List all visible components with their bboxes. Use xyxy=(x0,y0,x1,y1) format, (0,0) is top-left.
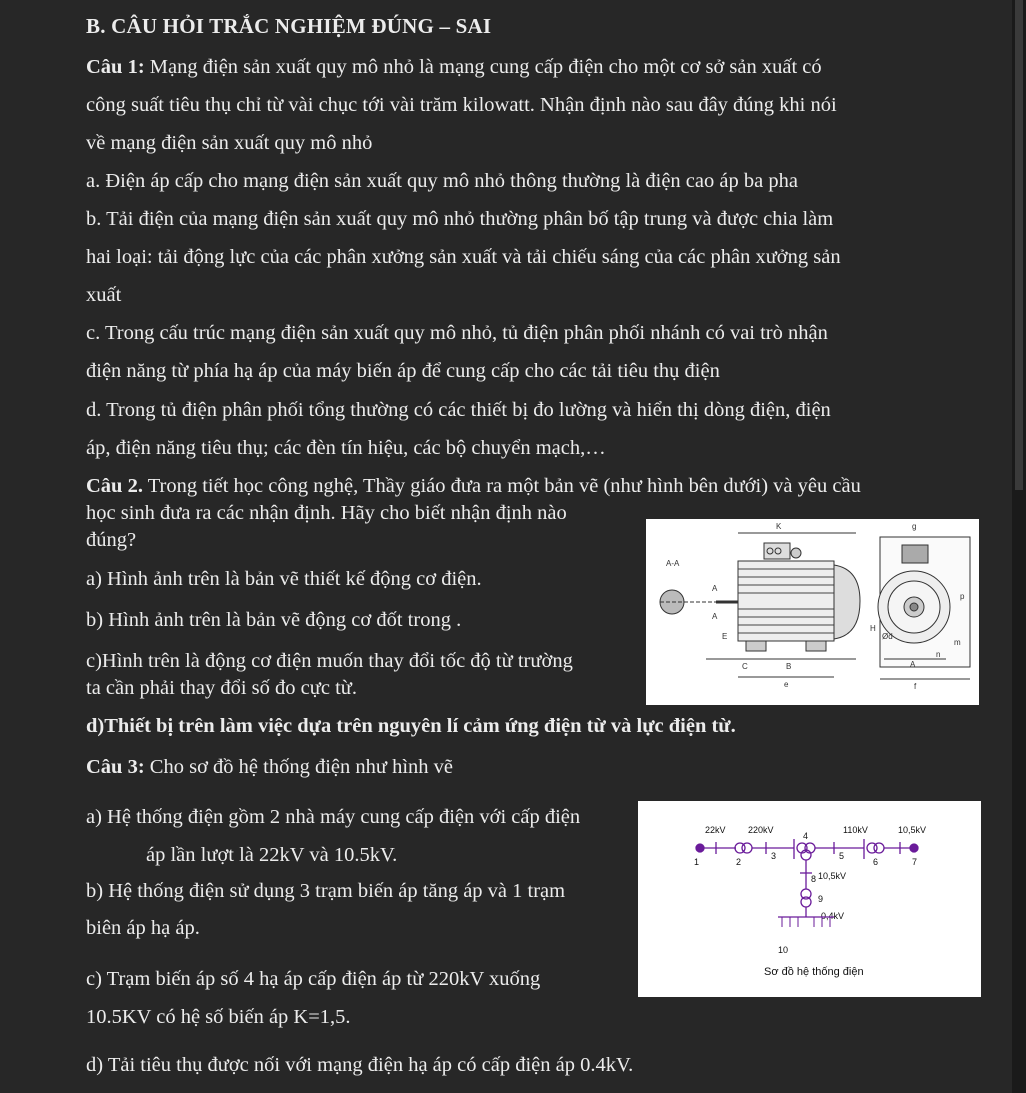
label-A-end: A xyxy=(910,660,916,669)
q1-option-d-cont: áp, điện năng tiêu thụ; các đèn tín hiệu, các bộ chuyển mạch,… xyxy=(86,437,606,459)
label-n: n xyxy=(936,650,941,659)
v-110kv: 110kV xyxy=(843,825,868,835)
label-e: e xyxy=(784,680,789,689)
node-3: 3 xyxy=(771,851,777,861)
q1-label: Câu 1: xyxy=(86,56,145,78)
node-2: 2 xyxy=(736,857,742,867)
q3-option-a-cont: áp lần lượt là 22kV và 10.5kV. xyxy=(146,844,398,866)
q1-option-a: a. Điện áp cấp cho mạng điện sản xuất quy mô nhỏ thông thường là điện cao áp ba pha xyxy=(86,170,798,192)
q1-option-b-end: xuất xyxy=(86,284,122,306)
label-m: m xyxy=(954,638,961,647)
label-H: H xyxy=(870,624,876,633)
q1-option-c-cont: điện năng từ phía hạ áp của máy biến áp để cung cấp cho các tải tiêu thụ điện xyxy=(86,360,720,382)
q2-label: Câu 2. xyxy=(86,475,143,497)
q3-option-d: d) Tải tiêu thụ được nối với mạng điện hạ áp có cấp điện áp 0.4kV. xyxy=(86,1054,634,1076)
label-Od: Ød xyxy=(882,632,893,641)
v-10-5kv-mid: 10,5kV xyxy=(818,871,847,881)
q3-option-c: c) Trạm biến áp số 4 hạ áp cấp điện áp từ 220kV xuống xyxy=(86,968,541,990)
q2-option-a: a) Hình ảnh trên là bản vẽ thiết kế động cơ điện. xyxy=(86,568,482,590)
q3-option-c-cont: 10.5KV có hệ số biến áp K=1,5. xyxy=(86,1006,351,1028)
node-5: 5 xyxy=(839,851,845,861)
q3-option-b-cont: biên áp hạ áp. xyxy=(86,917,200,939)
v-22kv: 22kV xyxy=(705,825,726,835)
node-10: 10 xyxy=(778,945,789,955)
label-A-A: A-A xyxy=(666,559,680,568)
q2-line-2: học sinh đưa ra các nhận định. Hãy cho biết nhận định nào xyxy=(86,502,567,524)
v-10-5kv-right: 10,5kV xyxy=(898,825,927,835)
label-f: f xyxy=(914,682,917,691)
label-A-top: A xyxy=(712,584,718,593)
q1-option-b: b. Tải điện của mạng điện sản xuất quy mô nhỏ thường phân bố tập trung và được chia làm xyxy=(86,208,834,230)
q1-option-c: c. Trong cấu trúc mạng điện sản xuất quy mô nhỏ, tủ điện phân phối nhánh có vai trò nhận xyxy=(86,322,828,344)
q3-line-1: Câu 3: Cho sơ đồ hệ thống điện như hình vẽ xyxy=(86,756,454,778)
q1-option-d: d. Trong tủ điện phân phối tổng thường có các thiết bị đo lường và hiển thị dòng điện, điện xyxy=(86,399,831,421)
q2-line-3: đúng? xyxy=(86,529,137,551)
q2-option-c: c)Hình trên là động cơ điện muốn thay đổi tốc độ từ trường xyxy=(86,650,573,672)
section-heading: B. CÂU HỎI TRẮC NGHIỆM ĐÚNG – SAI xyxy=(86,14,492,38)
q3-option-a: a) Hệ thống điện gồm 2 nhà máy cung cấp điện với cấp điện xyxy=(86,806,581,828)
v-04kv: 0,4kV xyxy=(821,911,845,921)
node-7: 7 xyxy=(912,857,918,867)
label-B: B xyxy=(786,662,792,671)
q1-line-2: công suất tiêu thụ chỉ từ vài chục tới vài trăm kilowatt. Nhận định nào sau đây đúng khi nói xyxy=(86,94,837,116)
label-p: p xyxy=(960,592,965,601)
label-g: g xyxy=(912,522,917,531)
scrollbar[interactable] xyxy=(1012,0,1026,1093)
power-system-diagram xyxy=(638,801,981,997)
label-K: K xyxy=(776,522,782,531)
scrollbar-thumb[interactable] xyxy=(1015,0,1023,490)
q2-option-b: b) Hình ảnh trên là bản vẽ động cơ đốt trong . xyxy=(86,609,462,631)
q1-line-3: về mạng điện sản xuất quy mô nhỏ xyxy=(86,132,373,154)
node-4: 4 xyxy=(803,831,809,841)
node-1: 1 xyxy=(694,857,700,867)
q3-option-b: b) Hệ thống điện sử dụng 3 trạm biến áp tăng áp và 1 trạm xyxy=(86,880,566,902)
q2-option-d: d)Thiết bị trên làm việc dựa trên nguyên lí cảm ứng điện từ và lực điện từ. xyxy=(86,715,736,737)
motor-drawing xyxy=(646,519,979,705)
node-8: 8 xyxy=(811,874,817,884)
q2-line-1: Câu 2. Trong tiết học công nghệ, Thầy giáo đưa ra một bản vẽ (như hình bên dưới) và yêu cầu xyxy=(86,475,861,497)
node-9: 9 xyxy=(818,894,824,904)
diagram-caption: Sơ đồ hệ thống điện xyxy=(764,966,864,978)
node-6: 6 xyxy=(873,857,879,867)
q1-option-b-cont: hai loại: tải động lực của các phân xưởng sản xuất và tải chiếu sáng của các phân xưởng sản xyxy=(86,246,841,268)
label-A-bot: A xyxy=(712,612,718,621)
q2-option-c-cont: ta cần phải thay đổi số đo cực từ. xyxy=(86,677,357,699)
v-220kv: 220kV xyxy=(748,825,774,835)
label-C: C xyxy=(742,662,748,671)
q3-label: Câu 3: xyxy=(86,756,145,778)
label-E: E xyxy=(722,632,728,641)
q1-line-1: Câu 1: Mạng điện sản xuất quy mô nhỏ là mạng cung cấp điện cho một cơ sở sản xuất có xyxy=(86,56,822,78)
